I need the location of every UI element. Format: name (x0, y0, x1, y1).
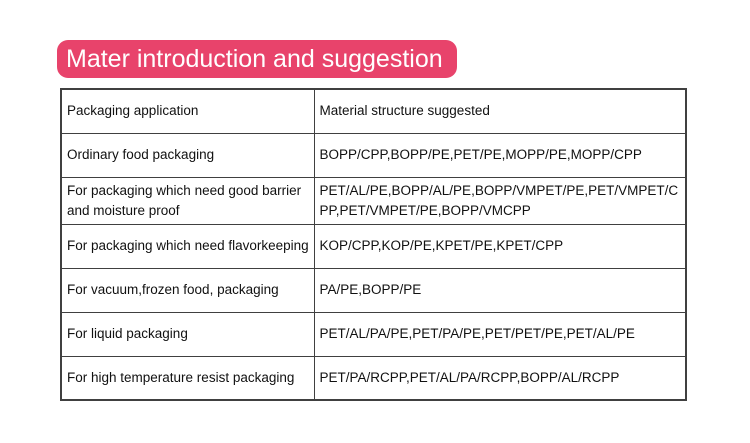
table-cell-application: For packaging which need good barrier and moisture proof (61, 177, 314, 224)
table-row (61, 356, 686, 400)
header-cell-structure: Material structure suggested (314, 89, 686, 133)
table-cell-structure: PET/AL/PE,BOPP/AL/PE,BOPP/VMPET/PE,PET/VMPET/CPP,PET/VMPET/PE,BOPP/VMCPP (314, 177, 686, 224)
table-cell-application: For liquid packaging (61, 312, 314, 356)
table-row (61, 133, 686, 177)
table-cell-structure: PET/PA/RCPP,PET/AL/PA/RCPP,BOPP/AL/RCPP (314, 356, 686, 400)
table-cell-structure: BOPP/CPP,BOPP/PE,PET/PE,MOPP/PE,MOPP/CPP (314, 133, 686, 177)
table-row (61, 177, 686, 224)
table-cell-application: For high temperature resist packaging (61, 356, 314, 400)
table-cell-structure: KOP/CPP,KOP/PE,KPET/PE,KPET/CPP (314, 224, 686, 268)
table-row (61, 312, 686, 356)
section-title-banner (57, 40, 457, 78)
table-cell-application: Ordinary food packaging (61, 133, 314, 177)
table-cell-application: For packaging which need flavorkeeping (61, 224, 314, 268)
table-cell-structure: PET/AL/PA/PE,PET/PA/PE,PET/PET/PE,PET/AL/PE (314, 312, 686, 356)
table-cell-application: For vacuum,frozen food, packaging (61, 268, 314, 312)
table-header-row (61, 89, 686, 133)
table-row (61, 224, 686, 268)
table-row (61, 268, 686, 312)
section-title: Mater introduction and suggestion (66, 45, 443, 73)
table-cell-structure: PA/PE,BOPP/PE (314, 268, 686, 312)
material-suggestion-table (60, 88, 687, 401)
header-cell-application: Packaging application (61, 89, 314, 133)
